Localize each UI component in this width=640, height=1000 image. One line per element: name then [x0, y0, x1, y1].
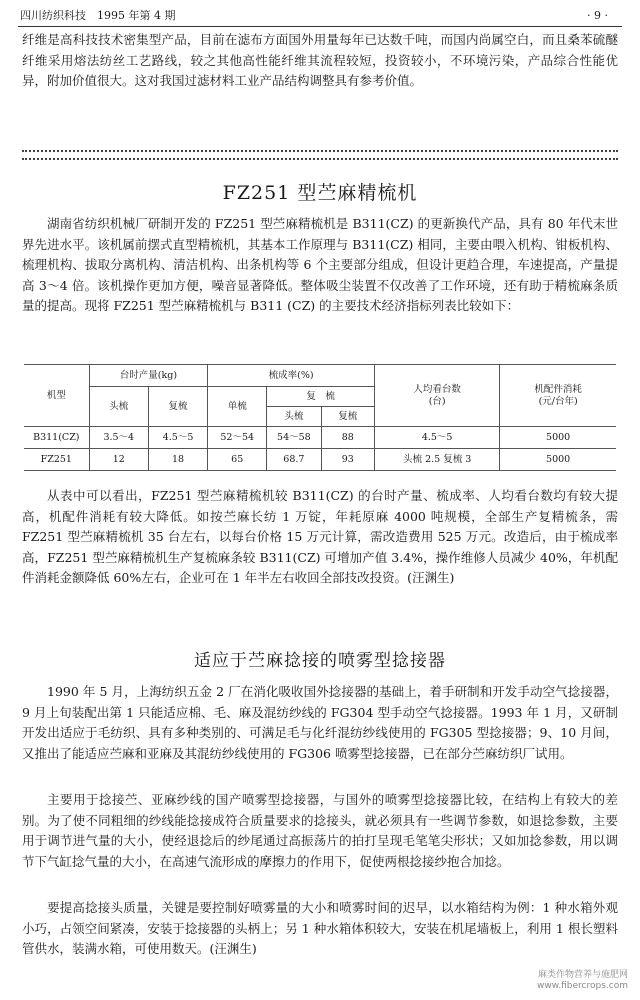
cell-staff: 头梳 2.5 复梳 3 [375, 449, 500, 471]
header-parts [500, 365, 616, 427]
article2-para3: 要提高捻接头质量，关键是要控制好喷雾量的大小和喷雾时间的迟早，以水箱结构为例：1 种水箱外观小巧，占领空间紧凑，安装于捻接器的头柄上；另 1 种水箱体积较大，安装在机尾墙板上，利用 1 根长塑料管供水，装满水箱，可使用数天。(汪渊生) [22, 900, 618, 957]
article1-title: FZ251 型苎麻精梳机 [222, 182, 418, 204]
cell-noil-single: 65 [208, 449, 267, 471]
header-noil-double-second: 复梳 [321, 407, 375, 427]
header-parts-unit: (元/台年) [538, 395, 578, 407]
header-noil-double: 复 梳 [267, 387, 375, 407]
cell-parts: 5000 [500, 427, 616, 449]
header-model: 机型 [24, 365, 89, 427]
table-row [24, 449, 616, 471]
header-output-second: 复梳 [148, 387, 207, 427]
journal-issue: 四川纺织科技 1995 年第 4 期 [20, 9, 176, 22]
cell-parts: 5000 [500, 449, 616, 471]
cell-model: FZ251 [24, 449, 89, 471]
header-noil-single: 单梳 [208, 387, 267, 427]
article2-para1: 1990 年 5 月，上海纺织五金 2 厂在消化吸收国外捻接器的基础上，着手研制和开发手动空气捻接器，9 月上旬装配出第 1 只能适应棉、毛、麻及混纺纱线的 FG304 型手动空气捻接器。1993 年 1 月，又研制开发出适应于毛纺织、具有多种类别的、可满足毛与化纤混纺纱线使用的 FG305 型捻接器；9、10 月间，又推出了能适应苎麻和亚麻及其混纺纱线使用的 FG306 喷雾型捻接器，已在部分苎麻纺织厂试用。 [22, 684, 618, 761]
cell-output-first: 12 [89, 449, 148, 471]
cell-model: B311(CZ) [24, 427, 89, 449]
table-row [24, 427, 616, 449]
header-output: 台时产量(kg) [89, 365, 208, 387]
cell-noil-double-first: 68.7 [267, 449, 321, 471]
header-staff [375, 365, 500, 427]
article2-title: 适应于苎麻捻接的喷雾型捻接器 [194, 651, 446, 671]
article1-para2: 从表中可以看出，FZ251 型苎麻精梳机较 B311(CZ) 的台时产量、梳成率、人均看台数均有较大提高，机配件消耗有较大降低。如按苎麻长纺 1 万锭，年耗原麻 4000 吨规模，全部生产复精梳条，需 FZ251 型苎麻精梳机 35 台左右，以每台价格 15 万元计算，需改造费用 525 万元。改造后，由于梳成率高，FZ251 型苎麻精梳机生产复梳麻条较 B311(CZ) 可增加产值 3.4%，操作维修人员减少 40%，年机配件消耗金额降低 60%左右，企业可在 1 年半左右收回全部技改投资。(汪渊生) [22, 488, 618, 586]
cell-noil-double-second: 93 [321, 449, 375, 471]
article2-para2: 主要用于捻接苎、亚麻纱线的国产喷雾型捻接器，与国外的喷雾型捻接器比较，在结构上有较大的差别。为了使不同粗细的纱线能捻接成符合质量要求的捻接头，就必须具有一些调节参数，如退捻参数，主要用于调节进气量的大小，使经退捻后的纱尾通过高振荡片的拍打呈现毛笔笔尖形状；又如加捻参数，用以调节下气缸捻气量的大小，在高速气流形成的摩擦力的作用下，促使两根捻接纱抱合加捻。 [22, 792, 618, 869]
header-noil-double-first: 头梳 [267, 407, 321, 427]
cell-noil-double-second: 88 [321, 427, 375, 449]
cell-output-second: 4.5～5 [148, 427, 207, 449]
cell-output-first: 3.5～4 [89, 427, 148, 449]
section-divider [22, 150, 618, 160]
header-staff-label: 人均看台数 [413, 383, 461, 395]
intro-paragraph: 纤维是高科技技术密集型产品，目前在滤布方面国外用量每年已达数千吨，而国内尚属空白，而且桑苯硫醚纤维采用熔法纺丝工艺路线，较之其他高性能纤维其流程较短，投资较小，不环境污染，产品综合性能优异，附加价值很大。这对我国过滤材料工业产品结构调整具有参考价值。 [22, 32, 618, 89]
running-header [18, 6, 622, 27]
header-parts-label: 机配件消耗 [534, 383, 582, 395]
header-noil: 梳成率(%) [208, 365, 375, 387]
page-number: · 9 · [587, 9, 608, 22]
header-output-first: 头梳 [89, 387, 148, 427]
cell-output-second: 18 [148, 449, 207, 471]
header-staff-unit: (台) [428, 395, 446, 407]
watermark-line1: 麻类作物营养与施肥网 [537, 970, 628, 980]
cell-staff: 4.5～5 [375, 427, 500, 449]
watermark-line2: www.fibercrops.com [537, 981, 628, 991]
site-watermark [537, 970, 628, 992]
cell-noil-double-first: 54～58 [267, 427, 321, 449]
comparison-table [24, 364, 616, 471]
cell-noil-single: 52～54 [208, 427, 267, 449]
article1-para1: 湖南省纺织机械厂研制开发的 FZ251 型苎麻精梳机是 B311(CZ) 的更新换代产品，具有 80 年代末世界先进水平。该机属前摆式直型精梳机，其基本工作原理与 B311(CZ) 相同，主要由喂入机构、钳板机构、梳理机构、拔取分离机构、清洁机构、出条机构等 6 个主要部分组成，但设计更趋合理，车速提高，产量提高 3～4 倍。该机操作更加方便，噪音显著降低。整体吸尘装置不仅改善了工作环境，还有助于精梳麻条质量的提高。现将 FZ251 型苎麻精梳机与 B311 (CZ) 的主要技术经济指标列表比较如下： [22, 216, 618, 314]
